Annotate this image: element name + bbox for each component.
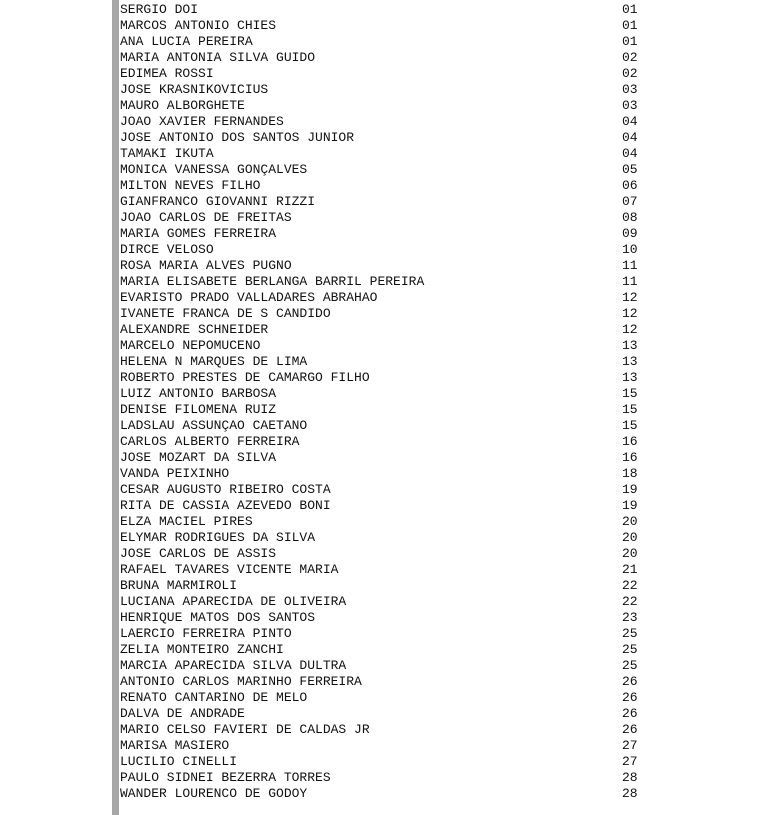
person-name: ANA LUCIA PEREIRA [120,34,253,49]
name-list [120,2,640,802]
person-name: RAFAEL TAVARES VICENTE MARIA [120,562,339,577]
person-name: MARISA MASIERO [120,738,230,753]
person-name: EDIMEA ROSSI [120,66,214,81]
person-number: 07 [622,194,638,209]
person-number: 12 [622,322,638,337]
person-name: ZELIA MONTEIRO ZANCHI [120,642,284,657]
list-item [120,82,640,98]
person-number: 11 [622,274,638,289]
list-item [120,482,640,498]
list-item [120,354,640,370]
person-number: 21 [622,562,638,577]
list-item [120,658,640,674]
list-item [120,162,640,178]
list-item [120,706,640,722]
person-name: JOSE ANTONIO DOS SANTOS JUNIOR [120,130,355,145]
list-item [120,466,640,482]
person-name: SERGIO DOI [120,2,199,17]
person-number: 01 [622,2,638,17]
person-name: MARCELO NEPOMUCENO [120,338,261,353]
person-name: EVARISTO PRADO VALLADARES ABRAHAO [120,290,378,305]
list-item [120,242,640,258]
person-name: JOSE MOZART DA SILVA [120,450,277,465]
person-number: 26 [622,722,638,737]
left-margin-bar [112,0,119,815]
list-item [120,98,640,114]
person-name: LUCILIO CINELLI [120,754,238,769]
person-name: JOAO XAVIER FERNANDES [120,114,284,129]
list-item [120,34,640,50]
person-number: 01 [622,18,638,33]
person-name: JOSE CARLOS DE ASSIS [120,546,277,561]
list-item [120,450,640,466]
list-item [120,322,640,338]
person-name: PAULO SIDNEI BEZERRA TORRES [120,770,331,785]
person-number: 25 [622,658,638,673]
person-number: 20 [622,546,638,561]
list-item [120,722,640,738]
person-number: 02 [622,50,638,65]
list-item [120,290,640,306]
person-name: DIRCE VELOSO [120,242,214,257]
person-name: MARCIA APARECIDA SILVA DULTRA [120,658,347,673]
person-name: MARIA ELISABETE BERLANGA BARRIL PEREIRA [120,274,425,289]
list-item [120,562,640,578]
list-item [120,578,640,594]
person-number: 20 [622,530,638,545]
person-name: ROBERTO PRESTES DE CAMARGO FILHO [120,370,370,385]
person-number: 13 [622,354,638,369]
person-number: 10 [622,242,638,257]
person-name: CARLOS ALBERTO FERREIRA [120,434,300,449]
list-item [120,50,640,66]
person-name: LADSLAU ASSUNÇAO CAETANO [120,418,308,433]
list-item [120,306,640,322]
person-number: 25 [622,626,638,641]
person-name: MARIA GOMES FERREIRA [120,226,277,241]
person-number: 04 [622,114,638,129]
list-item [120,114,640,130]
list-item [120,402,640,418]
person-number: 22 [622,594,638,609]
person-number: 27 [622,738,638,753]
person-name: HENRIQUE MATOS DOS SANTOS [120,610,316,625]
list-item [120,386,640,402]
person-name: BRUNA MARMIROLI [120,578,238,593]
person-name: DALVA DE ANDRADE [120,706,245,721]
list-item [120,546,640,562]
person-number: 27 [622,754,638,769]
list-item [120,610,640,626]
list-item [120,530,640,546]
person-name: DENISE FILOMENA RUIZ [120,402,277,417]
person-name: TAMAKI IKUTA [120,146,214,161]
person-number: 04 [622,146,638,161]
person-name: ANTONIO CARLOS MARINHO FERREIRA [120,674,362,689]
person-name: MAURO ALBORGHETE [120,98,245,113]
person-name: MARIA ANTONIA SILVA GUIDO [120,50,316,65]
person-name: ALEXANDRE SCHNEIDER [120,322,269,337]
person-number: 26 [622,674,638,689]
person-number: 03 [622,82,638,97]
person-number: 22 [622,578,638,593]
person-name: ELZA MACIEL PIRES [120,514,253,529]
person-name: ROSA MARIA ALVES PUGNO [120,258,292,273]
person-number: 26 [622,690,638,705]
person-name: CESAR AUGUSTO RIBEIRO COSTA [120,482,331,497]
person-number: 01 [622,34,638,49]
person-number: 02 [622,66,638,81]
person-number: 20 [622,514,638,529]
person-number: 26 [622,706,638,721]
list-item [120,674,640,690]
person-name: VANDA PEIXINHO [120,466,230,481]
list-item [120,626,640,642]
person-name: GIANFRANCO GIOVANNI RIZZI [120,194,316,209]
person-number: 23 [622,610,638,625]
person-number: 13 [622,338,638,353]
list-item [120,258,640,274]
list-item [120,786,640,802]
person-name: RITA DE CASSIA AZEVEDO BONI [120,498,331,513]
person-name: IVANETE FRANCA DE S CANDIDO [120,306,331,321]
person-name: RENATO CANTARINO DE MELO [120,690,308,705]
list-item [120,498,640,514]
person-number: 11 [622,258,638,273]
person-number: 18 [622,466,638,481]
list-item [120,370,640,386]
list-item [120,146,640,162]
list-item [120,642,640,658]
list-item [120,210,640,226]
list-item [120,514,640,530]
person-number: 12 [622,290,638,305]
list-item [120,738,640,754]
list-item [120,754,640,770]
person-name: WANDER LOURENCO DE GODOY [120,786,308,801]
person-number: 25 [622,642,638,657]
person-number: 15 [622,402,638,417]
person-name: LUCIANA APARECIDA DE OLIVEIRA [120,594,347,609]
person-number: 16 [622,450,638,465]
person-name: JOSE KRASNIKOVICIUS [120,82,269,97]
person-number: 15 [622,386,638,401]
person-number: 15 [622,418,638,433]
person-number: 12 [622,306,638,321]
person-number: 28 [622,770,638,785]
list-item [120,594,640,610]
person-name: MONICA VANESSA GONÇALVES [120,162,308,177]
list-item [120,2,640,18]
person-name: MARCOS ANTONIO CHIES [120,18,277,33]
person-number: 05 [622,162,638,177]
list-item [120,66,640,82]
person-number: 16 [622,434,638,449]
person-number: 19 [622,498,638,513]
list-item [120,434,640,450]
list-item [120,18,640,34]
person-name: LUIZ ANTONIO BARBOSA [120,386,277,401]
list-item [120,418,640,434]
person-name: LAERCIO FERREIRA PINTO [120,626,292,641]
person-number: 06 [622,178,638,193]
person-number: 04 [622,130,638,145]
person-number: 28 [622,786,638,801]
person-name: HELENA N MARQUES DE LIMA [120,354,308,369]
person-name: ELYMAR RODRIGUES DA SILVA [120,530,316,545]
person-number: 09 [622,226,638,241]
person-name: JOAO CARLOS DE FREITAS [120,210,292,225]
list-item [120,770,640,786]
list-item [120,690,640,706]
list-item [120,274,640,290]
list-item [120,194,640,210]
list-item [120,130,640,146]
person-name: MILTON NEVES FILHO [120,178,261,193]
person-name: MARIO CELSO FAVIERI DE CALDAS JR [120,722,370,737]
person-number: 08 [622,210,638,225]
list-item [120,338,640,354]
person-number: 03 [622,98,638,113]
person-number: 13 [622,370,638,385]
list-item [120,226,640,242]
list-item [120,178,640,194]
person-number: 19 [622,482,638,497]
